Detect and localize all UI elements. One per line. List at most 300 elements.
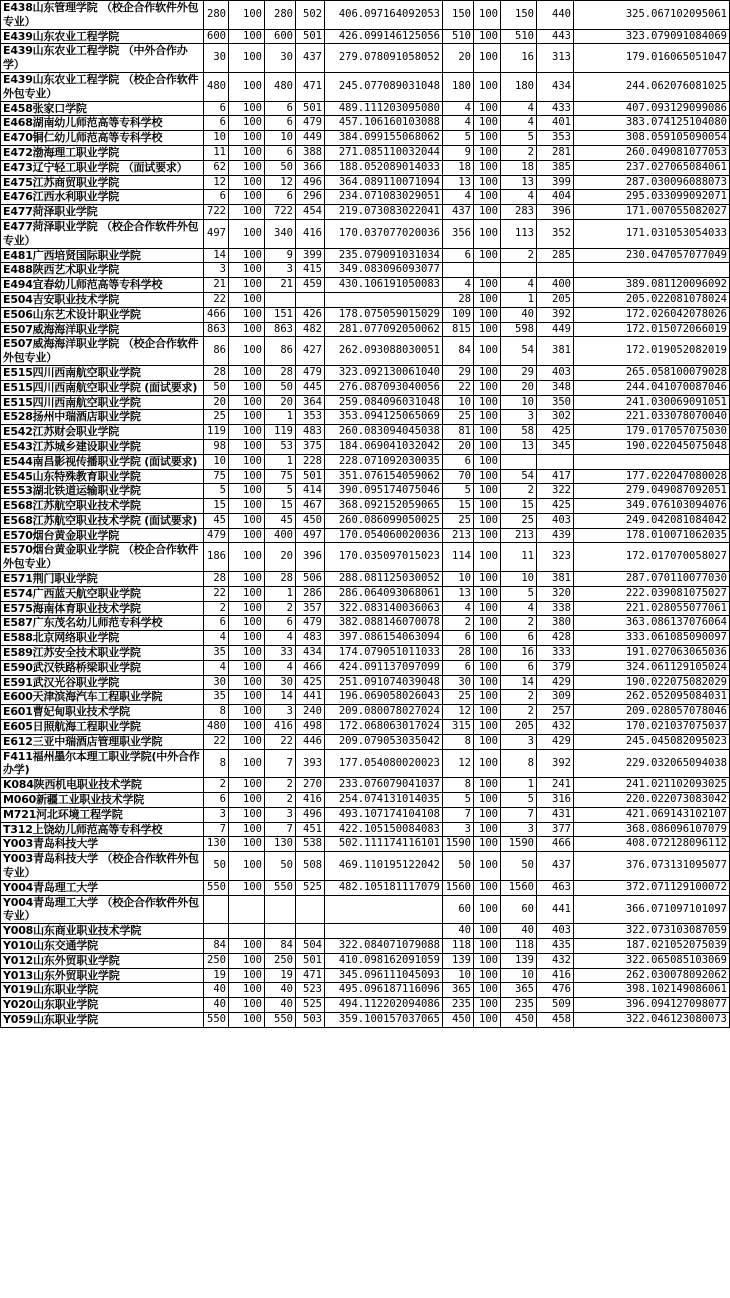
- value-cell: 30: [265, 675, 296, 690]
- table-row: [1, 953, 730, 968]
- value-cell: 172.026042078026: [574, 307, 730, 322]
- value-cell: 50: [265, 160, 296, 175]
- value-cell: 600: [265, 29, 296, 44]
- value-cell: 385: [537, 160, 574, 175]
- value-cell: 550: [204, 1012, 229, 1027]
- table-row: [1, 175, 730, 190]
- value-cell: 25: [443, 513, 474, 528]
- value-cell: 100: [229, 337, 265, 366]
- value-cell: 502.111174116101: [325, 837, 443, 852]
- value-cell: 100: [229, 454, 265, 469]
- table-row: [1, 822, 730, 837]
- school-name-cell: F411福州墨尔本理工职业学院(中外合作办学): [1, 749, 204, 778]
- value-cell: 40: [265, 998, 296, 1013]
- value-cell: 75: [204, 469, 229, 484]
- value-cell: 100: [229, 616, 265, 631]
- value-cell: 479: [296, 365, 325, 380]
- value-cell: 241.030069091051: [574, 395, 730, 410]
- value-cell: 139: [443, 953, 474, 968]
- value-cell: 100: [474, 660, 501, 675]
- table-row: [1, 793, 730, 808]
- value-cell: 322.083140036063: [325, 601, 443, 616]
- value-cell: 6: [501, 631, 537, 646]
- value-cell: 50: [204, 380, 229, 395]
- school-name-cell: E481广西培贤国际职业学院: [1, 248, 204, 263]
- value-cell: 190.022075082029: [574, 675, 730, 690]
- value-cell: 364.089110071094: [325, 175, 443, 190]
- value-cell: 3: [501, 410, 537, 425]
- value-cell: 100: [229, 439, 265, 454]
- value-cell: 4: [443, 190, 474, 205]
- table-row: [1, 380, 730, 395]
- value-cell: 504: [296, 939, 325, 954]
- value-cell: 6: [265, 116, 296, 131]
- table-row: [1, 307, 730, 322]
- value-cell: 100: [229, 705, 265, 720]
- table-row: [1, 322, 730, 337]
- value-cell: 10: [265, 131, 296, 146]
- value-cell: [204, 924, 229, 939]
- value-cell: 171.031053054033: [574, 219, 730, 248]
- value-cell: 480: [265, 72, 296, 101]
- value-cell: 7: [265, 749, 296, 778]
- value-cell: 100: [474, 924, 501, 939]
- value-cell: 389.081120096092: [574, 278, 730, 293]
- school-name-cell: M721河北环境工程学院: [1, 807, 204, 822]
- value-cell: 29: [501, 365, 537, 380]
- value-cell: 33: [265, 646, 296, 661]
- value-cell: 449: [537, 322, 574, 337]
- value-cell: 172.068063017024: [325, 720, 443, 735]
- value-cell: 428: [537, 631, 574, 646]
- value-cell: [229, 895, 265, 924]
- value-cell: 6: [443, 660, 474, 675]
- value-cell: 416: [537, 968, 574, 983]
- value-cell: 170.021037075037: [574, 720, 730, 735]
- value-cell: 382.088146070078: [325, 616, 443, 631]
- value-cell: 2: [265, 793, 296, 808]
- value-cell: 184.069041032042: [325, 439, 443, 454]
- value-cell: 2: [501, 616, 537, 631]
- value-cell: 188.052089014033: [325, 160, 443, 175]
- table-row: [1, 968, 730, 983]
- value-cell: 205: [501, 720, 537, 735]
- school-name-cell: E553湖北铁道运输职业学院: [1, 484, 204, 499]
- value-cell: 100: [474, 939, 501, 954]
- table-row: [1, 292, 730, 307]
- value-cell: 86: [265, 337, 296, 366]
- value-cell: 340: [265, 219, 296, 248]
- school-name-cell: Y019山东职业学院: [1, 983, 204, 998]
- value-cell: 20: [501, 380, 537, 395]
- value-cell: 260.083094045038: [325, 425, 443, 440]
- value-cell: 408.072128096112: [574, 837, 730, 852]
- value-cell: 172.017070058027: [574, 543, 730, 572]
- value-cell: 84: [443, 337, 474, 366]
- value-cell: 25: [443, 410, 474, 425]
- value-cell: 20: [204, 395, 229, 410]
- value-cell: 100: [229, 660, 265, 675]
- value-cell: 415: [296, 263, 325, 278]
- table-row: [1, 337, 730, 366]
- value-cell: 150: [501, 1, 537, 30]
- school-name-cell: Y013山东外贸职业学院: [1, 968, 204, 983]
- school-name-cell: K084陕西机电职业技术学院: [1, 778, 204, 793]
- value-cell: 366.071097101097: [574, 895, 730, 924]
- value-cell: 250: [265, 953, 296, 968]
- value-cell: 100: [474, 705, 501, 720]
- value-cell: [296, 292, 325, 307]
- value-cell: 100: [474, 410, 501, 425]
- value-cell: 323.079091084069: [574, 29, 730, 44]
- school-name-cell: E568江苏航空职业技术学院 (面试要求): [1, 513, 204, 528]
- value-cell: 489.111203095080: [325, 101, 443, 116]
- value-cell: 279.078091058052: [325, 44, 443, 73]
- value-cell: 351.076154059062: [325, 469, 443, 484]
- value-cell: 3: [443, 822, 474, 837]
- value-cell: 151: [265, 307, 296, 322]
- value-cell: 480: [204, 720, 229, 735]
- value-cell: 4: [443, 101, 474, 116]
- value-cell: 525: [296, 880, 325, 895]
- value-cell: 4: [204, 660, 229, 675]
- value-cell: 235: [443, 998, 474, 1013]
- school-name-cell: E543江苏城乡建设职业学院: [1, 439, 204, 454]
- value-cell: 18: [501, 160, 537, 175]
- value-cell: 4: [265, 660, 296, 675]
- value-cell: 7: [443, 807, 474, 822]
- value-cell: 281: [537, 145, 574, 160]
- value-cell: 10: [204, 454, 229, 469]
- value-cell: 325.067102095061: [574, 1, 730, 30]
- school-name-cell: E515四川西南航空职业学院: [1, 395, 204, 410]
- value-cell: 100: [229, 44, 265, 73]
- value-cell: 445: [296, 380, 325, 395]
- value-cell: 399: [537, 175, 574, 190]
- value-cell: 600: [204, 29, 229, 44]
- value-cell: 191.027063065036: [574, 646, 730, 661]
- value-cell: 271.085110032044: [325, 145, 443, 160]
- value-cell: 313: [537, 44, 574, 73]
- value-cell: 113: [501, 219, 537, 248]
- table-row: [1, 395, 730, 410]
- value-cell: 10: [443, 395, 474, 410]
- value-cell: 3: [265, 263, 296, 278]
- value-cell: 11: [501, 543, 537, 572]
- value-cell: 22: [265, 734, 296, 749]
- value-cell: 6: [265, 145, 296, 160]
- value-cell: 1: [265, 410, 296, 425]
- value-cell: 118: [501, 939, 537, 954]
- value-cell: 62: [204, 160, 229, 175]
- value-cell: 287.070110077030: [574, 572, 730, 587]
- value-cell: 815: [443, 322, 474, 337]
- value-cell: 100: [229, 322, 265, 337]
- value-cell: 353.094125065069: [325, 410, 443, 425]
- value-cell: 368.086096107079: [574, 822, 730, 837]
- value-cell: 12: [443, 749, 474, 778]
- value-cell: 426: [296, 307, 325, 322]
- value-cell: 100: [474, 572, 501, 587]
- value-cell: 100: [229, 543, 265, 572]
- value-cell: 435: [537, 939, 574, 954]
- value-cell: 100: [229, 307, 265, 322]
- value-cell: 14: [265, 690, 296, 705]
- value-cell: 4: [501, 601, 537, 616]
- value-cell: 100: [474, 190, 501, 205]
- value-cell: 365: [443, 983, 474, 998]
- value-cell: 1560: [501, 880, 537, 895]
- value-cell: [574, 263, 730, 278]
- value-cell: 100: [229, 1, 265, 30]
- value-cell: 100: [229, 292, 265, 307]
- value-cell: 4: [443, 116, 474, 131]
- value-cell: 15: [443, 499, 474, 514]
- value-cell: 241: [537, 778, 574, 793]
- value-cell: 100: [474, 543, 501, 572]
- value-cell: 6: [443, 454, 474, 469]
- value-cell: 476: [537, 983, 574, 998]
- value-cell: 100: [474, 175, 501, 190]
- school-name-cell: E544南昌影视传播职业学院 (面试要求): [1, 454, 204, 469]
- value-cell: 54: [501, 337, 537, 366]
- value-cell: 18: [443, 160, 474, 175]
- value-cell: 100: [474, 499, 501, 514]
- table-row: [1, 1, 730, 30]
- value-cell: 22: [204, 292, 229, 307]
- value-cell: 86: [204, 337, 229, 366]
- value-cell: 260.086099050025: [325, 513, 443, 528]
- value-cell: 366: [296, 160, 325, 175]
- value-cell: 416: [296, 219, 325, 248]
- table-row: [1, 219, 730, 248]
- value-cell: 30: [443, 675, 474, 690]
- value-cell: 4: [501, 116, 537, 131]
- value-cell: 270: [296, 778, 325, 793]
- value-cell: 100: [474, 469, 501, 484]
- value-cell: 454: [296, 205, 325, 220]
- value-cell: 406.097164092053: [325, 1, 443, 30]
- value-cell: 30: [204, 44, 229, 73]
- school-name-cell: E590武汉铁路桥梁职业学院: [1, 660, 204, 675]
- table-row: [1, 484, 730, 499]
- value-cell: 353: [537, 131, 574, 146]
- value-cell: 100: [474, 454, 501, 469]
- value-cell: 479: [296, 116, 325, 131]
- value-cell: 345.096111045093: [325, 968, 443, 983]
- school-name-cell: E506山东艺术设计职业学院: [1, 307, 204, 322]
- value-cell: 100: [474, 101, 501, 116]
- value-cell: 100: [229, 513, 265, 528]
- value-cell: 209.080078027024: [325, 705, 443, 720]
- value-cell: 100: [229, 101, 265, 116]
- value-cell: 100: [474, 278, 501, 293]
- value-cell: 2: [443, 616, 474, 631]
- value-cell: 40: [265, 983, 296, 998]
- value-cell: [574, 454, 730, 469]
- value-cell: 58: [501, 425, 537, 440]
- value-cell: 100: [474, 646, 501, 661]
- value-cell: 13: [443, 175, 474, 190]
- school-name-cell: E542江苏财会职业学院: [1, 425, 204, 440]
- value-cell: 525: [296, 998, 325, 1013]
- value-cell: [265, 292, 296, 307]
- value-cell: 40: [204, 998, 229, 1013]
- school-name-cell: E477菏泽职业学院: [1, 205, 204, 220]
- value-cell: 424.091137097099: [325, 660, 443, 675]
- value-cell: 130: [204, 837, 229, 852]
- value-cell: 119: [204, 425, 229, 440]
- value-cell: 15: [265, 499, 296, 514]
- value-cell: 98: [204, 439, 229, 454]
- value-cell: 213: [501, 528, 537, 543]
- table-row: [1, 528, 730, 543]
- value-cell: 244.041070087046: [574, 380, 730, 395]
- value-cell: 100: [229, 983, 265, 998]
- value-cell: 251.091074039048: [325, 675, 443, 690]
- value-cell: 12: [265, 175, 296, 190]
- value-cell: 40: [501, 924, 537, 939]
- value-cell: 100: [474, 822, 501, 837]
- value-cell: 501: [296, 469, 325, 484]
- school-name-cell: E587广东茂名幼儿师范专科学校: [1, 616, 204, 631]
- table-row: [1, 807, 730, 822]
- value-cell: 100: [229, 778, 265, 793]
- value-cell: 45: [265, 513, 296, 528]
- value-cell: 180: [443, 72, 474, 101]
- value-cell: 441: [537, 895, 574, 924]
- table-row: [1, 983, 730, 998]
- value-cell: 100: [229, 631, 265, 646]
- value-cell: 425: [296, 675, 325, 690]
- value-cell: 5: [501, 586, 537, 601]
- value-cell: 119: [265, 425, 296, 440]
- value-cell: [443, 263, 474, 278]
- value-cell: 100: [474, 631, 501, 646]
- value-cell: 100: [474, 205, 501, 220]
- value-cell: 22: [204, 734, 229, 749]
- table-row: [1, 190, 730, 205]
- table-row: [1, 586, 730, 601]
- value-cell: 466: [537, 837, 574, 852]
- value-cell: 431: [537, 807, 574, 822]
- value-cell: [325, 924, 443, 939]
- value-cell: 13: [501, 439, 537, 454]
- value-cell: 3: [501, 734, 537, 749]
- school-name-cell: E575海南体育职业技术学院: [1, 601, 204, 616]
- value-cell: 404: [537, 190, 574, 205]
- value-cell: 28: [265, 365, 296, 380]
- value-cell: 396: [537, 205, 574, 220]
- value-cell: 450: [501, 1012, 537, 1027]
- table-row: [1, 705, 730, 720]
- value-cell: 506: [296, 572, 325, 587]
- value-cell: 550: [265, 1012, 296, 1027]
- value-cell: 240: [296, 705, 325, 720]
- value-cell: 100: [474, 586, 501, 601]
- school-name-cell: E568江苏航空职业技术学院: [1, 499, 204, 514]
- value-cell: 54: [501, 469, 537, 484]
- table-row: [1, 131, 730, 146]
- value-cell: 100: [229, 395, 265, 410]
- value-cell: 434: [296, 646, 325, 661]
- value-cell: 100: [229, 145, 265, 160]
- value-cell: [325, 895, 443, 924]
- value-cell: 100: [229, 219, 265, 248]
- school-name-cell: E476江西水利职业学院: [1, 190, 204, 205]
- value-cell: 510: [501, 29, 537, 44]
- value-cell: 6: [443, 631, 474, 646]
- value-cell: 279.049087092051: [574, 484, 730, 499]
- value-cell: 4: [443, 278, 474, 293]
- value-cell: 81: [443, 425, 474, 440]
- value-cell: 320: [537, 586, 574, 601]
- school-name-cell: E475江苏商贸职业学院: [1, 175, 204, 190]
- value-cell: 493.107174104108: [325, 807, 443, 822]
- value-cell: 228: [296, 454, 325, 469]
- value-cell: 433: [537, 101, 574, 116]
- value-cell: 496: [296, 807, 325, 822]
- table-row: [1, 998, 730, 1013]
- value-cell: 209.079053035042: [325, 734, 443, 749]
- value-cell: 471: [296, 72, 325, 101]
- value-cell: 403: [537, 365, 574, 380]
- value-cell: 100: [229, 484, 265, 499]
- value-cell: 356: [443, 219, 474, 248]
- value-cell: 286: [296, 586, 325, 601]
- value-cell: 245.045082095023: [574, 734, 730, 749]
- value-cell: 722: [265, 205, 296, 220]
- value-cell: 1590: [501, 837, 537, 852]
- value-cell: 100: [474, 44, 501, 73]
- table-row: [1, 72, 730, 101]
- value-cell: 322.084071079088: [325, 939, 443, 954]
- value-cell: 1: [265, 586, 296, 601]
- value-cell: 4: [443, 601, 474, 616]
- value-cell: 5: [443, 131, 474, 146]
- value-cell: 399: [296, 248, 325, 263]
- value-cell: 443: [537, 29, 574, 44]
- value-cell: [537, 454, 574, 469]
- value-cell: 308.059105090054: [574, 131, 730, 146]
- value-cell: 349.076103094076: [574, 499, 730, 514]
- value-cell: 220.022073083042: [574, 793, 730, 808]
- value-cell: 172.019052082019: [574, 337, 730, 366]
- value-cell: 348: [537, 380, 574, 395]
- value-cell: 172.015072066019: [574, 322, 730, 337]
- school-name-cell: E589江苏安全技术职业学院: [1, 646, 204, 661]
- value-cell: 501: [296, 101, 325, 116]
- value-cell: 28: [265, 572, 296, 587]
- value-cell: 241.021102093025: [574, 778, 730, 793]
- value-cell: 10: [501, 968, 537, 983]
- value-cell: 100: [474, 880, 501, 895]
- value-cell: 1: [265, 454, 296, 469]
- value-cell: 109: [443, 307, 474, 322]
- value-cell: 84: [204, 939, 229, 954]
- value-cell: 196.069058026043: [325, 690, 443, 705]
- value-cell: 2: [204, 601, 229, 616]
- value-cell: 100: [229, 807, 265, 822]
- value-cell: 50: [204, 852, 229, 881]
- value-cell: 283: [501, 205, 537, 220]
- value-cell: 100: [229, 734, 265, 749]
- value-cell: 380: [537, 616, 574, 631]
- value-cell: 322.046123080073: [574, 1012, 730, 1027]
- value-cell: [501, 263, 537, 278]
- value-cell: 5: [443, 484, 474, 499]
- value-cell: 100: [229, 365, 265, 380]
